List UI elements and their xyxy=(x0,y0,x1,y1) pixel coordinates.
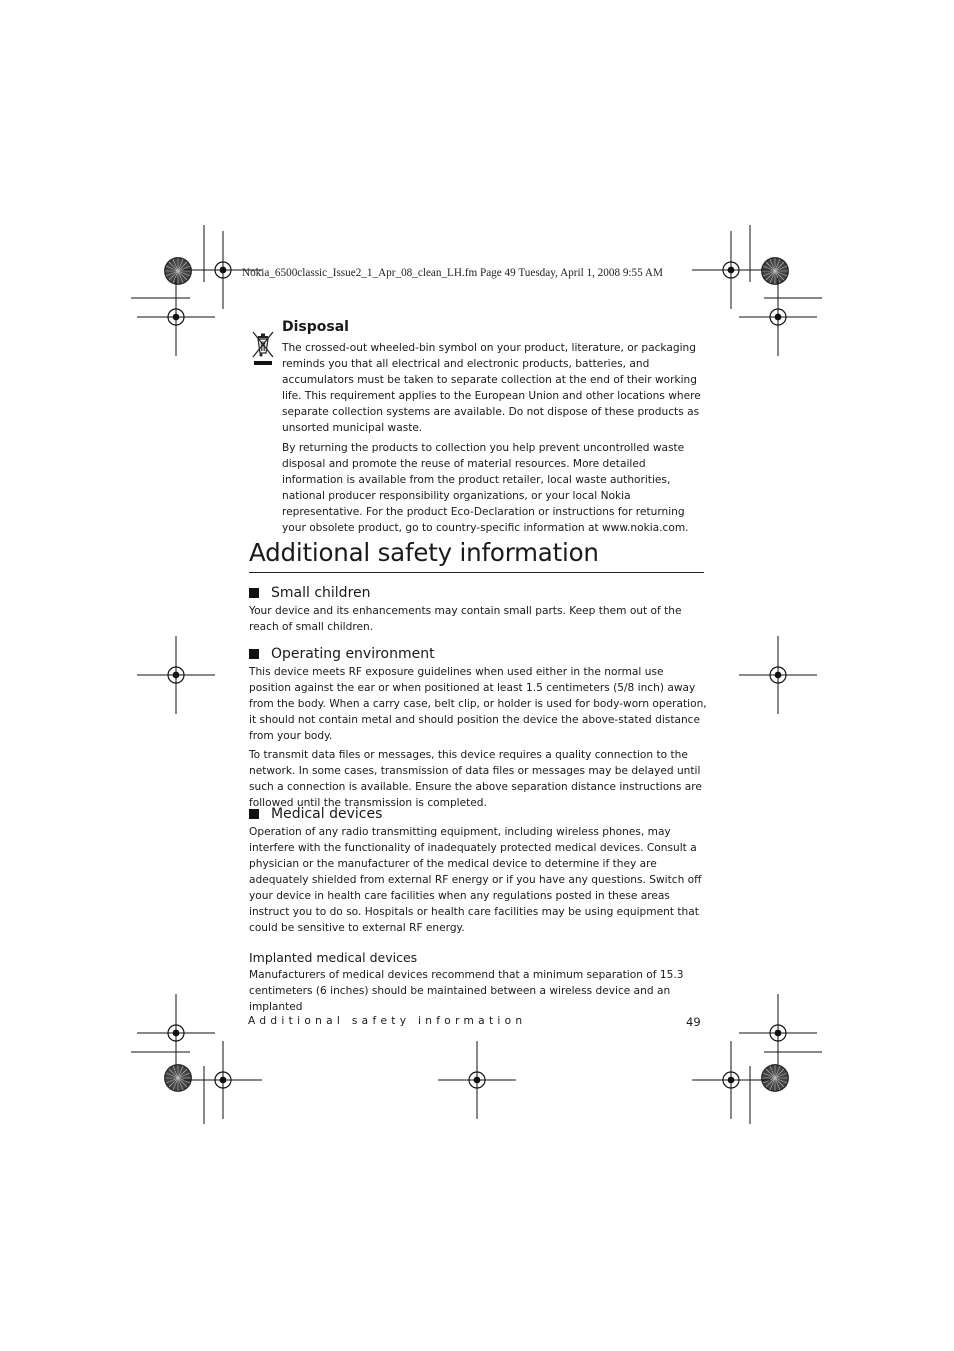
section-heading xyxy=(249,584,707,602)
print-header: Nokia_6500classic_Issue2_1_Apr_08_clean_LH.fm Page 49 Tuesday, April 1, 2008 9:55 AM xyxy=(242,267,663,279)
crop-mark-bottom-right xyxy=(750,1052,822,1124)
crop-mark-top-right xyxy=(750,225,822,298)
section-title: Operating environment xyxy=(271,646,435,662)
paragraph: Your device and its enhancements may contain small parts. Keep them out of the reach of small children. xyxy=(249,605,682,633)
paragraph: This device meets RF exposure guidelines when used either in the normal use position against the ear or when positioned at least 1.5 centimeters (5/8 inch) away from the body. When a carry case, belt clip, or holder is used for body-worn operation, it should not contain metal and should position the device the above-stated distance from your body. xyxy=(249,666,707,742)
crop-mark-bottom-left xyxy=(131,1052,204,1124)
crossed-out-wheeled-bin-icon xyxy=(252,330,274,366)
footer-section-title: Additional safety information xyxy=(248,1015,527,1027)
bullet-square-icon xyxy=(249,809,259,819)
section-heading xyxy=(249,645,707,663)
disposal-title: Disposal xyxy=(282,319,349,335)
bullet-square-icon xyxy=(249,649,259,659)
section-title: Medical devices xyxy=(271,806,383,822)
paragraph: Manufacturers of medical devices recommend that a minimum separation of 15.3 centimeters (6 inches) should be maintained between a wireless device and an implanted xyxy=(249,969,684,1013)
bullet-square-icon xyxy=(249,588,259,598)
page-title: Additional safety information xyxy=(249,536,704,573)
section-operating-environment xyxy=(249,645,707,814)
section-small-children xyxy=(249,584,707,638)
paragraph: To transmit data files or messages, this device requires a quality connection to the network. In some cases, transmission of data files or messages may be delayed until such a connection is available. Ensure the above separation distance instructions are followed until the transmission is completed. xyxy=(249,749,702,809)
disposal-paragraph: The crossed-out wheeled-bin symbol on your product, literature, or packaging reminds you that all electrical and electronic products, batteries, and accumulators must be taken to separate collection at the end of their working life. This requirement applies to the European Union and other locations where separate collection systems are available. Do not dispose of these products as unsorted municipal waste. xyxy=(282,342,701,434)
page-number: 49 xyxy=(686,1015,701,1029)
subsection-title: Implanted medical devices xyxy=(249,950,418,965)
paragraph: Operation of any radio transmitting equipment, including wireless phones, may interfere with the functionality of inadequately protected medical devices. Consult a physician or the manufacturer of the medical device to determine if they are adequately shielded from external RF energy or if you have any questions. Switch off your device in health care facilities when any regulations posted in these areas instruct you to do so. Hospitals or health care facilities may be using equipment that could be sensitive to external RF energy. xyxy=(249,826,702,934)
crop-mark-top-left xyxy=(131,225,204,298)
section-title: Small children xyxy=(271,585,371,601)
disposal-paragraph: By returning the products to collection you help prevent uncontrolled waste disposal and promote the reuse of material resources. More detailed information is available from the product retailer, local waste authorities, national producer responsibility organizations, or your local Nokia representative. For the product Eco-Declaration or instructions for returning your obsolete product, go to country-specific information at www.nokia.com. xyxy=(282,442,689,534)
disposal-body xyxy=(282,340,706,540)
section-heading xyxy=(249,805,707,823)
section-medical-devices xyxy=(249,805,707,1018)
